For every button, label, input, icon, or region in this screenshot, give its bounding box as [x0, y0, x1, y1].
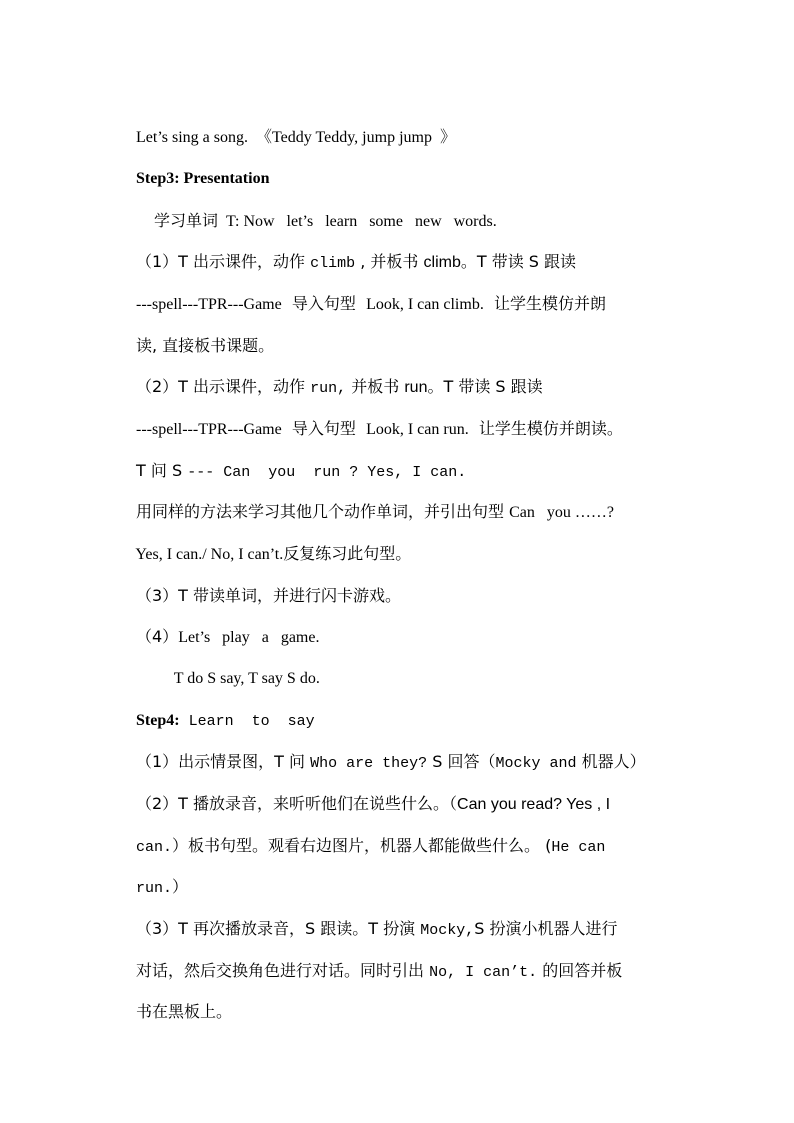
- p2a-d: run: [404, 379, 428, 396]
- song-text: Let’s sing a song. 《Teddy Teddy, jump jump 》: [136, 129, 456, 146]
- s45-c: S 扮演小机器人进行: [474, 919, 618, 938]
- s46-a: 对话，然后交换角色进行对话。同时引出: [136, 961, 430, 980]
- p2a-c: 并板书: [346, 377, 405, 396]
- step4-label: Step4:: [136, 712, 180, 729]
- p4b-a: T do S say, T say S do.: [173, 670, 320, 687]
- p2c-b: --- Can you run ? Yes, I can.: [187, 464, 467, 481]
- s43-a: can.: [136, 839, 173, 856]
- p2b-c: Look, I can run.: [366, 421, 469, 438]
- p4-b: Let’s play a game.: [178, 629, 320, 646]
- p2b-b: 导入句型: [281, 419, 367, 438]
- learn-words-en: T: Now let’s learn some new words.: [218, 213, 497, 230]
- p1a-a: （1）T 出示课件，动作: [136, 252, 311, 271]
- s42-a: （2）T 播放录音，来听听他们在说些什么。（: [136, 794, 458, 813]
- s43-b: ）板书句型。观看右边图片，机器人都能做些什么。 (: [172, 836, 552, 855]
- p1b-d: 让学生模仿并朗: [483, 294, 607, 313]
- s46-c: 的回答并板: [537, 961, 623, 980]
- p2b-a: ---spell---TPR---Game: [136, 421, 282, 438]
- s43-c: He can: [551, 839, 606, 856]
- s45-a: （3）T 再次播放录音，S 跟读。T 扮演: [136, 919, 421, 938]
- s41-a: （1）出示情景图，T 问: [136, 752, 311, 771]
- p1a-e: 。T 带读 S 跟读: [460, 252, 577, 271]
- s44-b: ）: [172, 877, 189, 896]
- p2d-a: 用同样的方法来学习其他几个动作单词，并引出句型: [136, 502, 510, 521]
- p3-a: （3）T 带读单词，并进行闪卡游戏。: [136, 586, 402, 605]
- step4-line7: [120, 982, 232, 1043]
- s41-c: S 回答（: [427, 752, 496, 771]
- step4-line3: [120, 816, 605, 878]
- s46-b: No, I can’t.: [429, 964, 538, 981]
- step3-label: Step3: Presentation: [136, 170, 270, 187]
- s44-a: run.: [136, 880, 173, 897]
- p2d-b: Can you ……?: [509, 504, 614, 521]
- p2a-b: run,: [310, 380, 347, 397]
- s45-b: Mocky,: [420, 922, 475, 939]
- s41-b: Who are they?: [310, 755, 428, 772]
- p4-a: （4）: [136, 627, 179, 646]
- p1c-a: 读, 直接板书课题。: [136, 336, 275, 355]
- step4-rest: Learn to say: [179, 713, 315, 730]
- s42-b: Can you read? Yes , I: [457, 796, 611, 813]
- p2b-d: 让学生模仿并朗读。: [468, 419, 623, 438]
- s41-d: Mocky and: [495, 755, 577, 772]
- p1a-c: , 并板书: [355, 252, 424, 271]
- p1b-a: ---spell---TPR---Game: [136, 296, 282, 313]
- p2c-a: T 问 S: [136, 461, 188, 480]
- s41-e: 机器人）: [576, 752, 646, 771]
- learn-words-cn: 学习单词: [154, 211, 219, 230]
- p2e-b: 反复练习此句型。: [283, 544, 412, 563]
- p2e-a: Yes, I can./ No, I can’t.: [135, 546, 284, 563]
- p1a-d: climb: [423, 254, 461, 271]
- p2a-a: （2）T 出示课件，动作: [136, 377, 311, 396]
- p1a-b: climb: [310, 255, 356, 272]
- p2a-e: 。T 带读 S 跟读: [427, 377, 543, 396]
- s47-a: 书在黑板上。: [136, 1002, 233, 1021]
- p1b-b: 导入句型: [281, 294, 367, 313]
- p1b-c: Look, I can climb.: [366, 296, 484, 313]
